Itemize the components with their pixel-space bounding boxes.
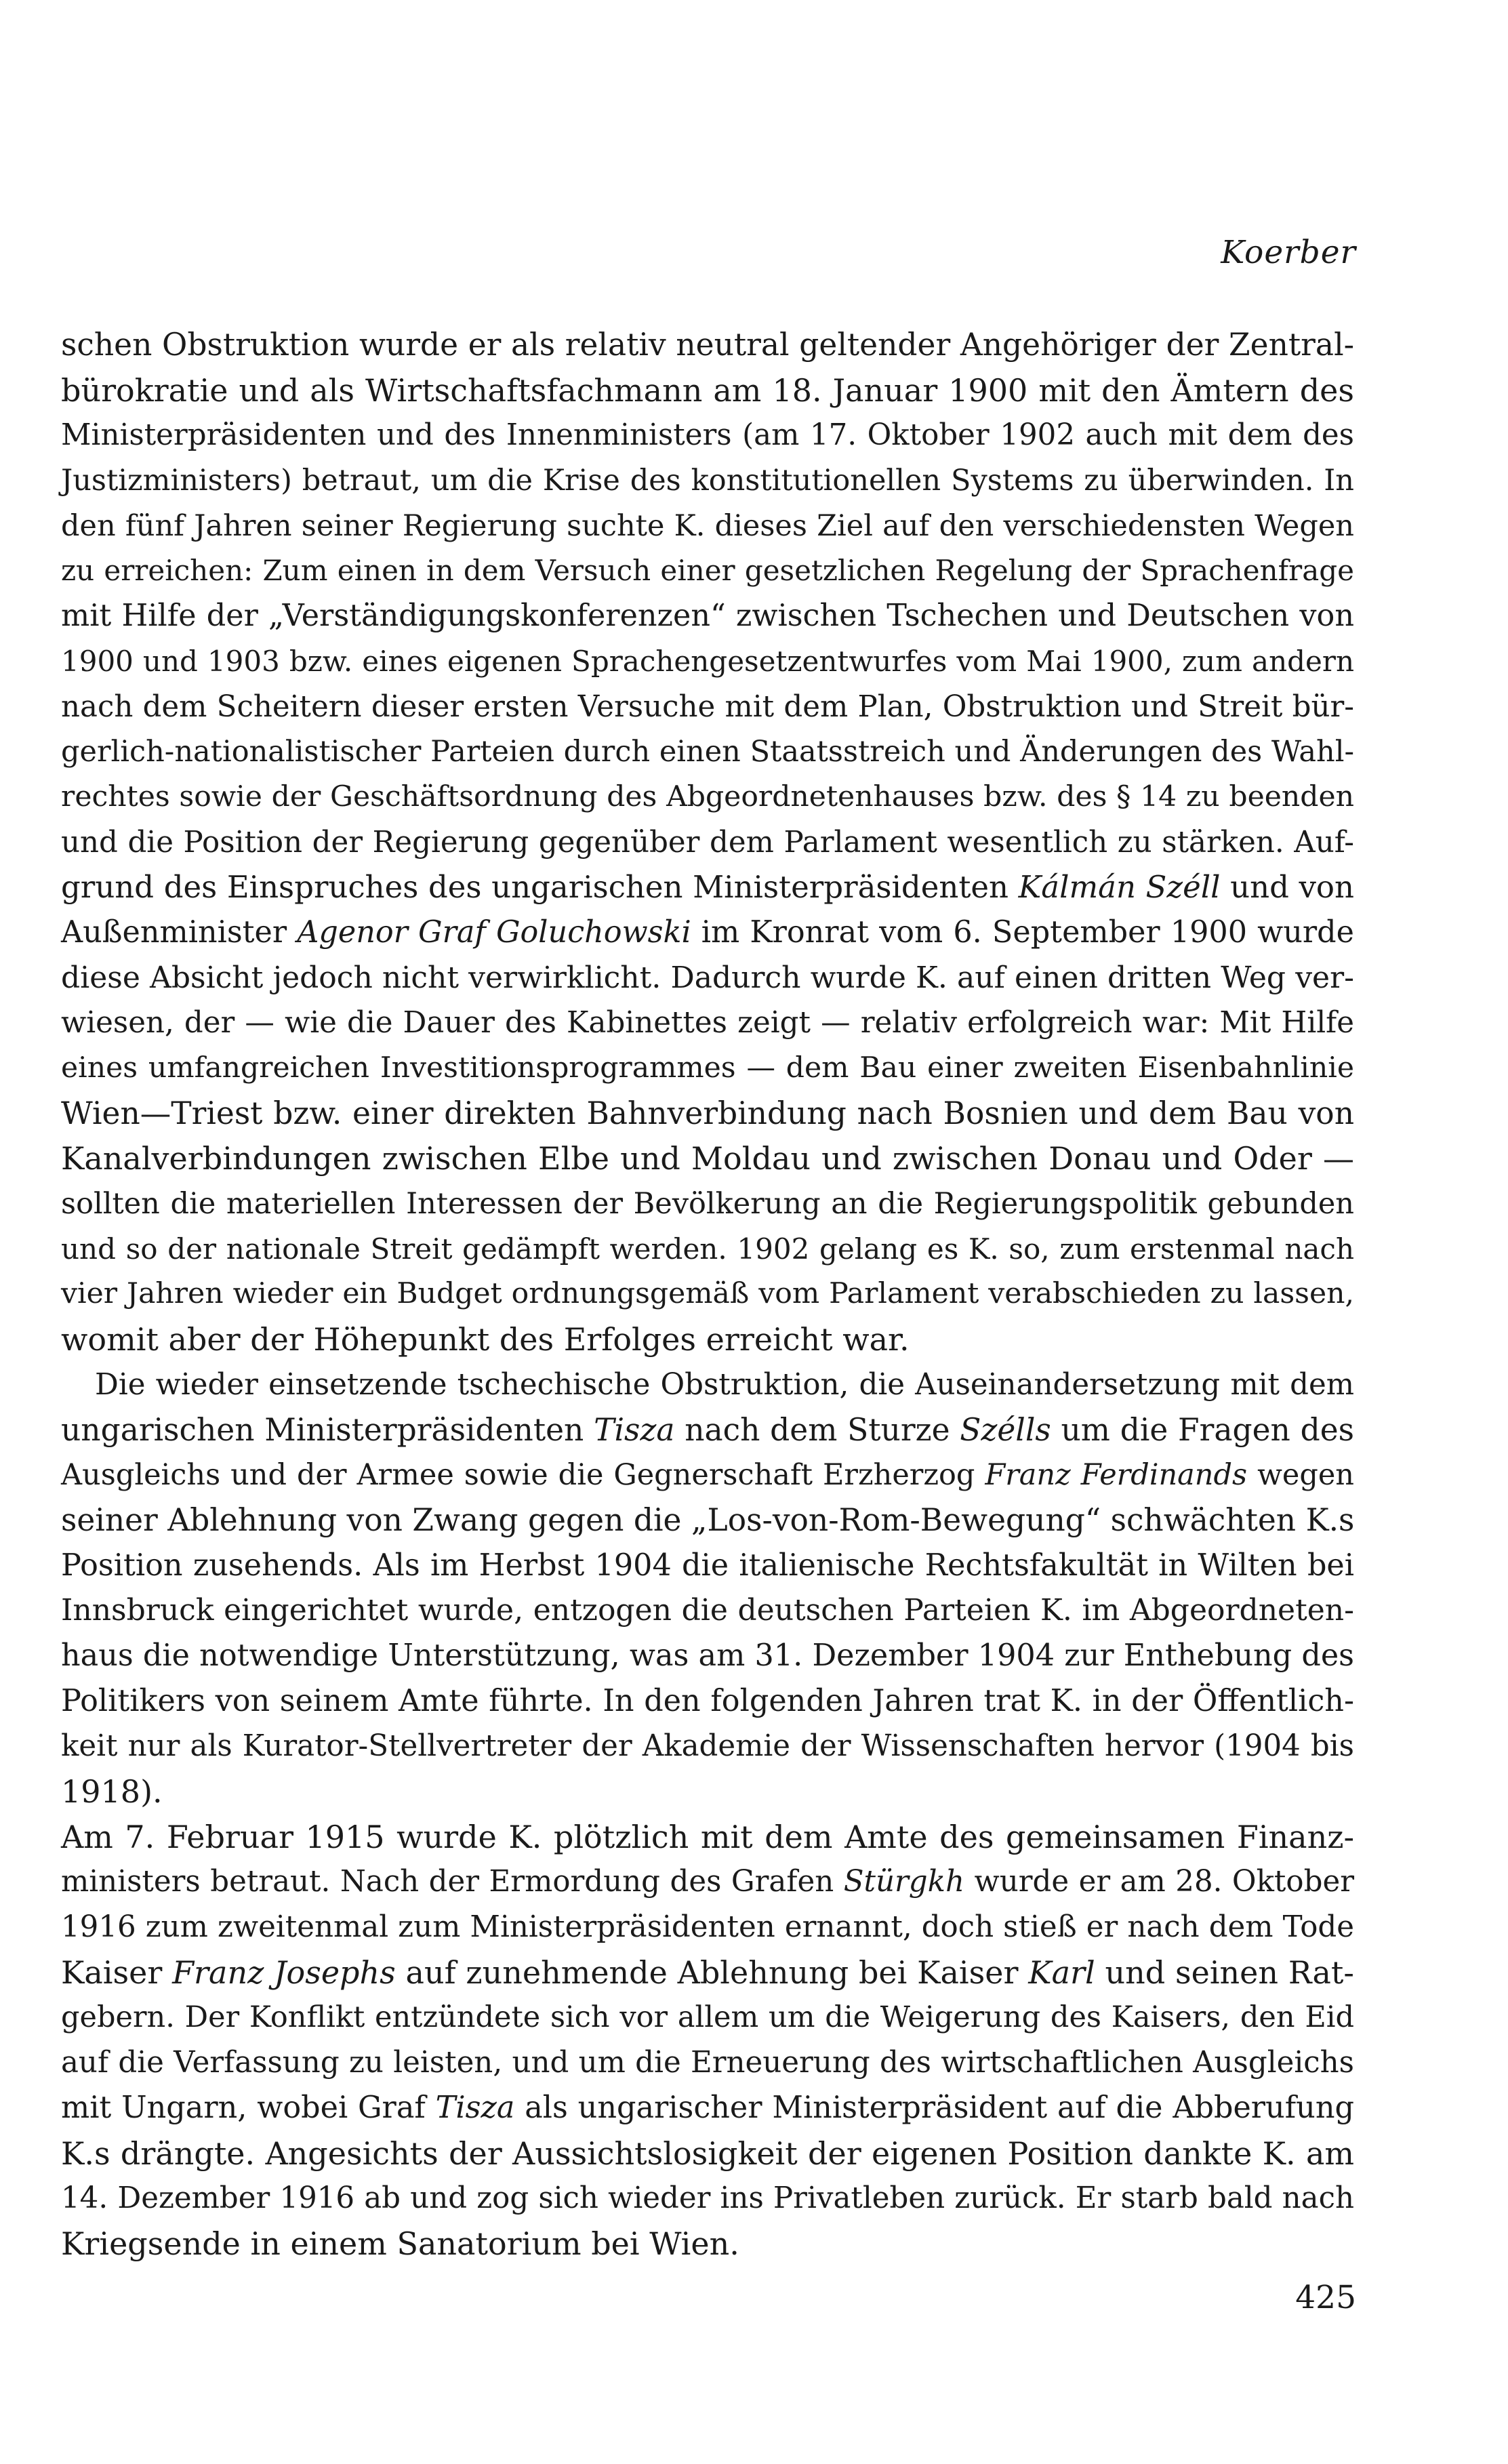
text-segment: 1916 zum zweitenmal zum Ministerpräsidenten ernannt, doch stieß er nach dem Tode <box>61 1910 1354 1945</box>
italic-name: Tisza <box>435 2090 515 2125</box>
text-segment: keit nur als Kurator-Stellvertreter der Akademie der Wissenschaften hervor (1904 bis <box>61 1729 1354 1764</box>
text-line <box>61 1046 1354 1091</box>
text-line <box>61 368 1354 413</box>
text-segment: rechtes sowie der Geschäftsordnung des Abgeordnetenhauses bzw. des § 14 zu beenden <box>61 780 1354 813</box>
text-segment: als ungarischer Ministerpräsident auf die Abberufung <box>514 2090 1354 2125</box>
text-line <box>61 1815 1354 1860</box>
text-line <box>61 820 1354 866</box>
text-segment: K.s drängte. Angesichts der Aussichtslosigkeit der eigenen Position dankte K. am <box>61 2135 1354 2172</box>
text-segment: Justizministers) betraut, um die Krise des konstitutionellen Systems zu überwinden. In <box>61 464 1354 498</box>
text-segment: haus die notwendige Unterstützung, was am 31. Dezember 1904 zur Enthebung des <box>61 1638 1354 1673</box>
text-line <box>61 458 1354 504</box>
text-segment: bürokratie und als Wirtschaftsfachmann am 18. Januar 1900 mit den Ämtern des <box>61 371 1354 409</box>
italic-name: Szélls <box>960 1411 1051 1448</box>
text-line <box>61 1679 1354 1724</box>
italic-name: Tisza <box>594 1411 675 1448</box>
text-line <box>61 323 1354 368</box>
text-line <box>61 1227 1354 1272</box>
text-segment: schen Obstruktion wurde er als relativ neutral geltender Angehöriger der Zentral- <box>61 327 1354 363</box>
text-line <box>61 1859 1354 1905</box>
text-segment: Kriegsende in einem Sanatorium bei Wien. <box>61 2225 739 2262</box>
text-segment: eines umfangreichen Investitionsprogrammes — dem Bau einer zweiten Eisenbahnlinie <box>61 1051 1354 1085</box>
text-segment: und von <box>1220 869 1354 906</box>
text-segment: wegen <box>1247 1458 1354 1493</box>
text-line <box>61 548 1354 594</box>
text-segment: Position zusehends. Als im Herbst 1904 die italienische Rechtsfakultät in Wilten bei <box>61 1548 1354 1583</box>
text-segment: Ausgleichs und der Armee sowie die Gegnerschaft Erzherzog <box>61 1458 985 1493</box>
text-line <box>61 729 1354 775</box>
text-segment: 1918). <box>61 1773 163 1810</box>
italic-name: Karl <box>1028 1954 1095 1991</box>
text-segment: auf zunehmende Ablehnung bei Kaiser <box>395 1954 1029 1991</box>
text-line <box>61 639 1354 685</box>
text-segment: 1900 und 1903 bzw. eines eigenen Sprachengesetzentwurfes vom Mai 1900, zum andern <box>61 644 1354 678</box>
text-segment: Politikers von seinem Amte führte. In den folgenden Jahren trat K. in der Öffentlich- <box>61 1683 1354 1718</box>
text-segment: seiner Ablehnung von Zwang gegen die „Los-von-Rom-Bewegung“ schwächten K.s <box>61 1501 1355 1538</box>
text-segment: und so der nationale Streit gedämpft werden. 1902 gelang es K. so, zum erstenmal nach <box>61 1232 1354 1266</box>
text-segment: gerlich-nationalistischer Parteien durch einen Staatsstreich und Änderungen des Wahl- <box>61 735 1354 769</box>
italic-name: Franz Josephs <box>172 1954 396 1991</box>
text-segment: gebern. Der Konflikt entzündete sich vor allem um die Weigerung des Kaisers, den Eid <box>61 2000 1354 2035</box>
text-segment: mit Hilfe der „Verständigungskonferenzen“ zwischen Tschechen und Deutschen von <box>61 599 1354 634</box>
text-line <box>61 1362 1354 1408</box>
text-line <box>61 504 1354 549</box>
text-segment: womit aber der Höhepunkt des Erfolges erreicht war. <box>61 1321 910 1358</box>
text-segment: vier Jahren wieder ein Budget ordnungsgemäß vom Parlament verabschieden zu lassen, <box>61 1277 1354 1311</box>
text-segment: ministers betraut. Nach der Ermordung des Grafen <box>61 1865 844 1899</box>
text-line <box>61 1181 1354 1227</box>
text-line <box>61 956 1354 1001</box>
text-segment: Innsbruck eingerichtet wurde, entzogen die deutschen Parteien K. im Abgeordneten- <box>61 1593 1354 1628</box>
running-head: Koerber <box>1221 234 1356 271</box>
text-line <box>61 2086 1354 2131</box>
text-segment: Außenminister <box>61 914 298 950</box>
text-line <box>61 2040 1354 2086</box>
text-segment: und die Position der Regierung gegenüber dem Parlament wesentlich zu stärken. Auf- <box>61 825 1354 860</box>
text-segment: diese Absicht jedoch nicht verwirklicht. Dadurch wurde K. auf einen dritten Weg ver- <box>61 960 1354 995</box>
text-segment: ungarischen Ministerpräsidenten <box>61 1411 594 1448</box>
text-segment: den fünf Jahren seiner Regierung suchte K. dieses Ziel auf den verschiedensten Wegen <box>61 508 1354 543</box>
italic-name: Agenor Graf Goluchowski <box>297 914 691 950</box>
text-segment: grund des Einspruches des ungarischen Ministerpräsidenten <box>61 869 1019 906</box>
text-segment: um die Fragen des <box>1051 1411 1354 1448</box>
text-line <box>61 1136 1354 1181</box>
text-line <box>61 1588 1354 1634</box>
body-text <box>61 323 1354 2267</box>
text-line <box>61 1769 1354 1815</box>
text-line <box>61 1091 1354 1137</box>
text-segment: Kanalverbindungen zwischen Elbe und Moldau und zwischen Donau und Oder — <box>61 1140 1354 1177</box>
text-segment: auf die Verfassung zu leisten, und um die Erneuerung des wirtschaftlichen Ausgleichs <box>61 2046 1354 2080</box>
text-segment: im Kronrat vom 6. September 1900 wurde <box>691 914 1354 950</box>
text-line <box>61 413 1354 458</box>
italic-name: Kálmán Széll <box>1018 869 1221 906</box>
text-segment: Wien—Triest bzw. einer direkten Bahnverbindung nach Bosnien und dem Bau von <box>61 1095 1354 1131</box>
text-line <box>61 1543 1354 1589</box>
text-line <box>61 685 1354 730</box>
text-segment: Ministerpräsidenten und des Innenministers (am 17. Oktober 1902 auch mit dem des <box>61 418 1354 453</box>
text-segment: nach dem Scheitern dieser ersten Versuche mit dem Plan, Obstruktion und Streit bür- <box>61 689 1354 724</box>
text-line <box>61 1724 1354 1769</box>
text-line <box>61 1905 1354 1950</box>
text-line <box>61 594 1354 639</box>
text-line <box>61 2131 1354 2177</box>
text-segment: wiesen, der — wie die Dauer des Kabinettes zeigt — relativ erfolgreich war: Mit Hilfe <box>61 1006 1354 1041</box>
italic-name: Stürgkh <box>843 1865 965 1899</box>
text-segment: 14. Dezember 1916 ab und zog sich wieder ins Privatleben zurück. Er starb bald nach <box>61 2181 1354 2216</box>
text-line <box>61 1453 1354 1498</box>
text-segment: zu erreichen: Zum einen in dem Versuch einer gesetzlichen Regelung der Sprachenfrage <box>61 554 1354 588</box>
text-line <box>61 1317 1354 1362</box>
text-line <box>61 1001 1354 1046</box>
text-line <box>61 2176 1354 2221</box>
text-line <box>61 1950 1354 1996</box>
text-line <box>61 1408 1354 1453</box>
text-segment: und seinen Rat- <box>1095 1954 1354 1991</box>
text-line <box>61 2221 1354 2267</box>
text-line <box>61 775 1354 820</box>
text-line <box>61 1634 1354 1679</box>
text-line <box>61 1498 1354 1543</box>
italic-name: Franz Ferdinands <box>985 1458 1248 1493</box>
text-segment: wurde er am 28. Oktober <box>964 1865 1354 1899</box>
text-segment: sollten die materiellen Interessen der Bevölkerung an die Regierungspolitik gebunden <box>61 1187 1354 1221</box>
text-line <box>61 1272 1354 1317</box>
text-segment: Kaiser <box>61 1954 173 1991</box>
text-segment: mit Ungarn, wobei Graf <box>61 2090 436 2125</box>
text-segment: Am 7. Februar 1915 wurde K. plötzlich mit dem Amte des gemeinsamen Finanz- <box>61 1818 1354 1855</box>
text-segment: Die wieder einsetzende tschechische Obstruktion, die Auseinandersetzung mit dem <box>95 1367 1354 1402</box>
text-line <box>61 1995 1354 2040</box>
text-line <box>61 910 1354 956</box>
text-line <box>61 865 1354 910</box>
text-segment: nach dem Sturze <box>674 1411 960 1448</box>
page-number: 425 <box>1295 2279 1356 2316</box>
